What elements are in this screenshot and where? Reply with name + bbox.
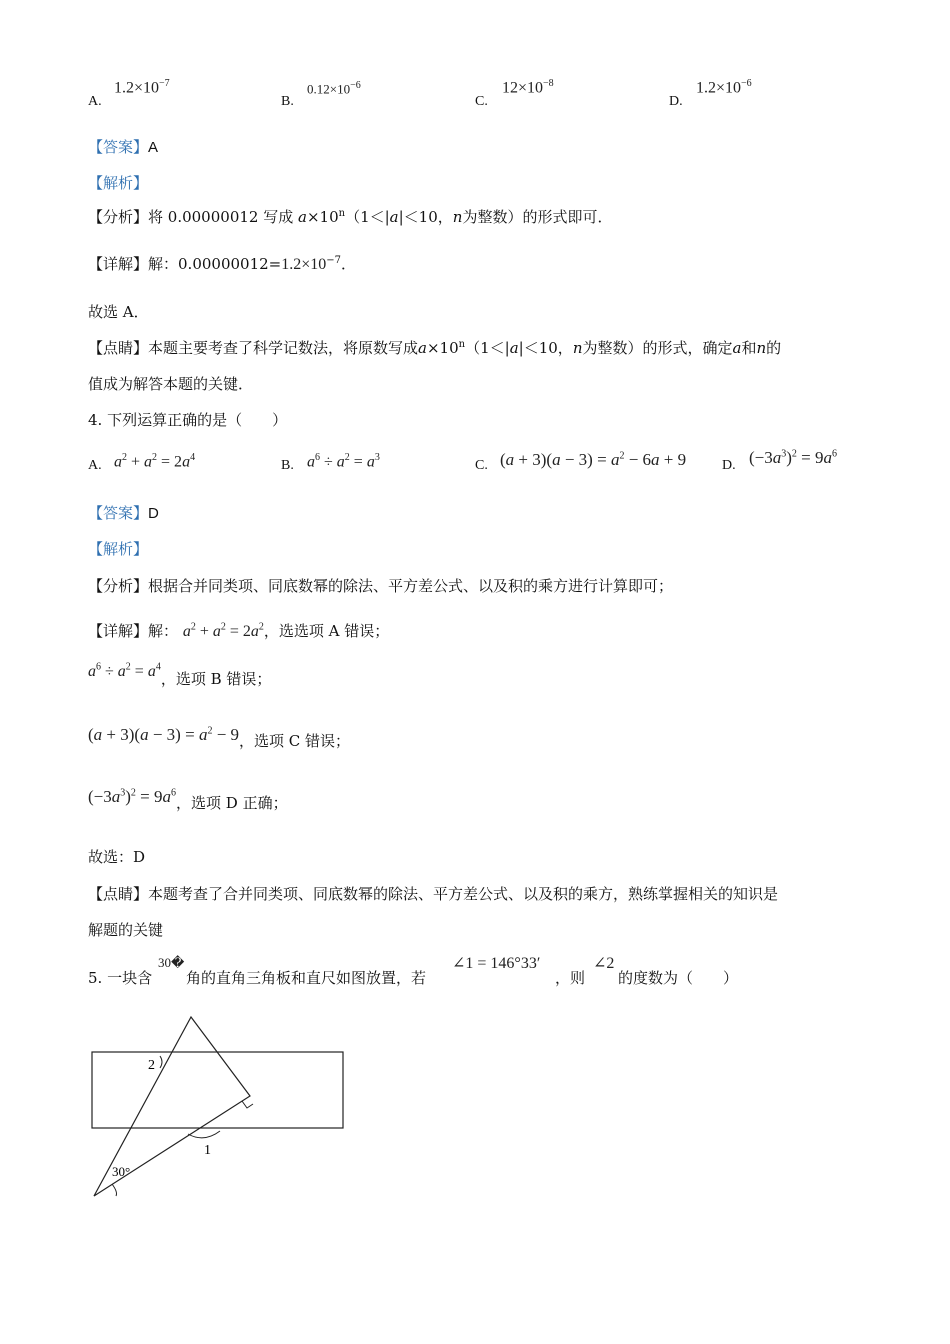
q4-stem: 4. 下列运算正确的是（ ）: [88, 411, 288, 429]
q3-option-c: C.: [475, 94, 488, 109]
q3-dianjing-line2: 值成为解答本题的关键．: [88, 375, 254, 393]
q4-analysis-tag: 【解析】: [88, 540, 149, 558]
q4-option-a-expr: $a^2 + a^2 = 2a^4$: [114, 452, 196, 471]
q4-line-c: $(a + 3)(a - 3) = a^2 - 9$，选项 C 错误；: [88, 725, 351, 750]
q3-option-b: B.: [281, 94, 294, 109]
fig-label-1: 1: [204, 1143, 211, 1158]
angle30-arc: [112, 1184, 117, 1196]
q3-analysis-tag: 【解析】: [88, 174, 149, 192]
q4-option-b-letter: B.: [281, 458, 294, 473]
fig-label-2: 2: [148, 1058, 155, 1073]
q3-option-d: D.: [669, 94, 683, 109]
q3-option-a-expr: $1.2\times 10^{-7}$: [114, 78, 170, 97]
q4-choose: 故选：D: [88, 848, 146, 866]
q3-fenxi: 【分析】将 0.00000012 写成 $a\times 10^n(1<|a|<10$，n为整数）的形式即可．: [88, 208, 613, 226]
q5-angle1: ∠1 = 146°33′: [452, 955, 541, 972]
q3-detail: 【详解】解：$0.00000012=1.2\times 10^{-7}$．: [88, 255, 357, 273]
q5-stem-d: 的度数为（ ）: [618, 969, 739, 987]
q4-fenxi: 【分析】根据合并同类项、同底数幂的除法、平方差公式、以及积的乘方进行计算即可；: [88, 577, 674, 595]
q4-dianjing-line2: 解题的关键: [88, 921, 164, 939]
q4-option-c-expr: $(a + 3)(a - 3) = a^2 - 6a + 9$: [500, 450, 687, 469]
q4-line-b: $a^6 \div a^2 = a^4$，选项 B 错误；: [88, 661, 272, 688]
q4-detail: 【详解】解： $a^2 + a^2 = 2a^2$，选选项 A 错误；: [88, 621, 390, 640]
q5-deg30: 30�: [158, 955, 185, 970]
q4-line-d: $(-3a^3)^2 = 9a^6$，选项 D 正确；: [88, 787, 288, 812]
q4-option-c-letter: C.: [475, 458, 488, 473]
q3-option-d-expr: $1.2\times 10^{-6}$: [696, 78, 752, 97]
q4-option-a-letter: A.: [88, 458, 102, 473]
q3-dianjing: 【点睛】本题主要考查了科学记数法，将原数写成$a\times 10^n(1<|a|<10$，n为整数）的形式，确定a和n的: [88, 339, 782, 357]
q5-angle2: ∠2: [593, 955, 615, 972]
q3-option-a: [88, 90, 102, 110]
q3-option-c-expr: $12\times 10^{-8}$: [502, 78, 554, 97]
q4-dianjing: 【点睛】本题考查了合并同类项、同底数幂的除法、平方差公式、以及积的乘方，熟练掌握相关的知识是: [88, 885, 779, 903]
q4-option-b-expr: $a^6 \div a^2 = a^3$: [307, 452, 380, 471]
q4-answer: 【答案】D: [88, 504, 159, 522]
q5-figure: [80, 1010, 360, 1210]
q4-option-d-letter: D.: [722, 458, 736, 473]
fig-label-30: 30°: [112, 1164, 131, 1179]
angle2-arc: [160, 1056, 162, 1068]
q5-stem-b: 角的直角三角板和直尺如图放置，若: [186, 969, 427, 987]
q3-choose: 故选 A．: [88, 303, 149, 321]
q3-answer: 【答案】A: [88, 138, 159, 156]
q4-option-d-expr: $(-3a^3)^2 = 9a^6$: [749, 448, 838, 467]
q5-stem-c: ，则: [555, 969, 586, 987]
q3-option-b-expr: $0.12\times 10^{-6}$: [307, 80, 361, 97]
option-letter: A.: [88, 94, 102, 109]
q5-stem-a: 5. 一块含: [88, 969, 153, 987]
right-angle-mark: [242, 1101, 253, 1108]
